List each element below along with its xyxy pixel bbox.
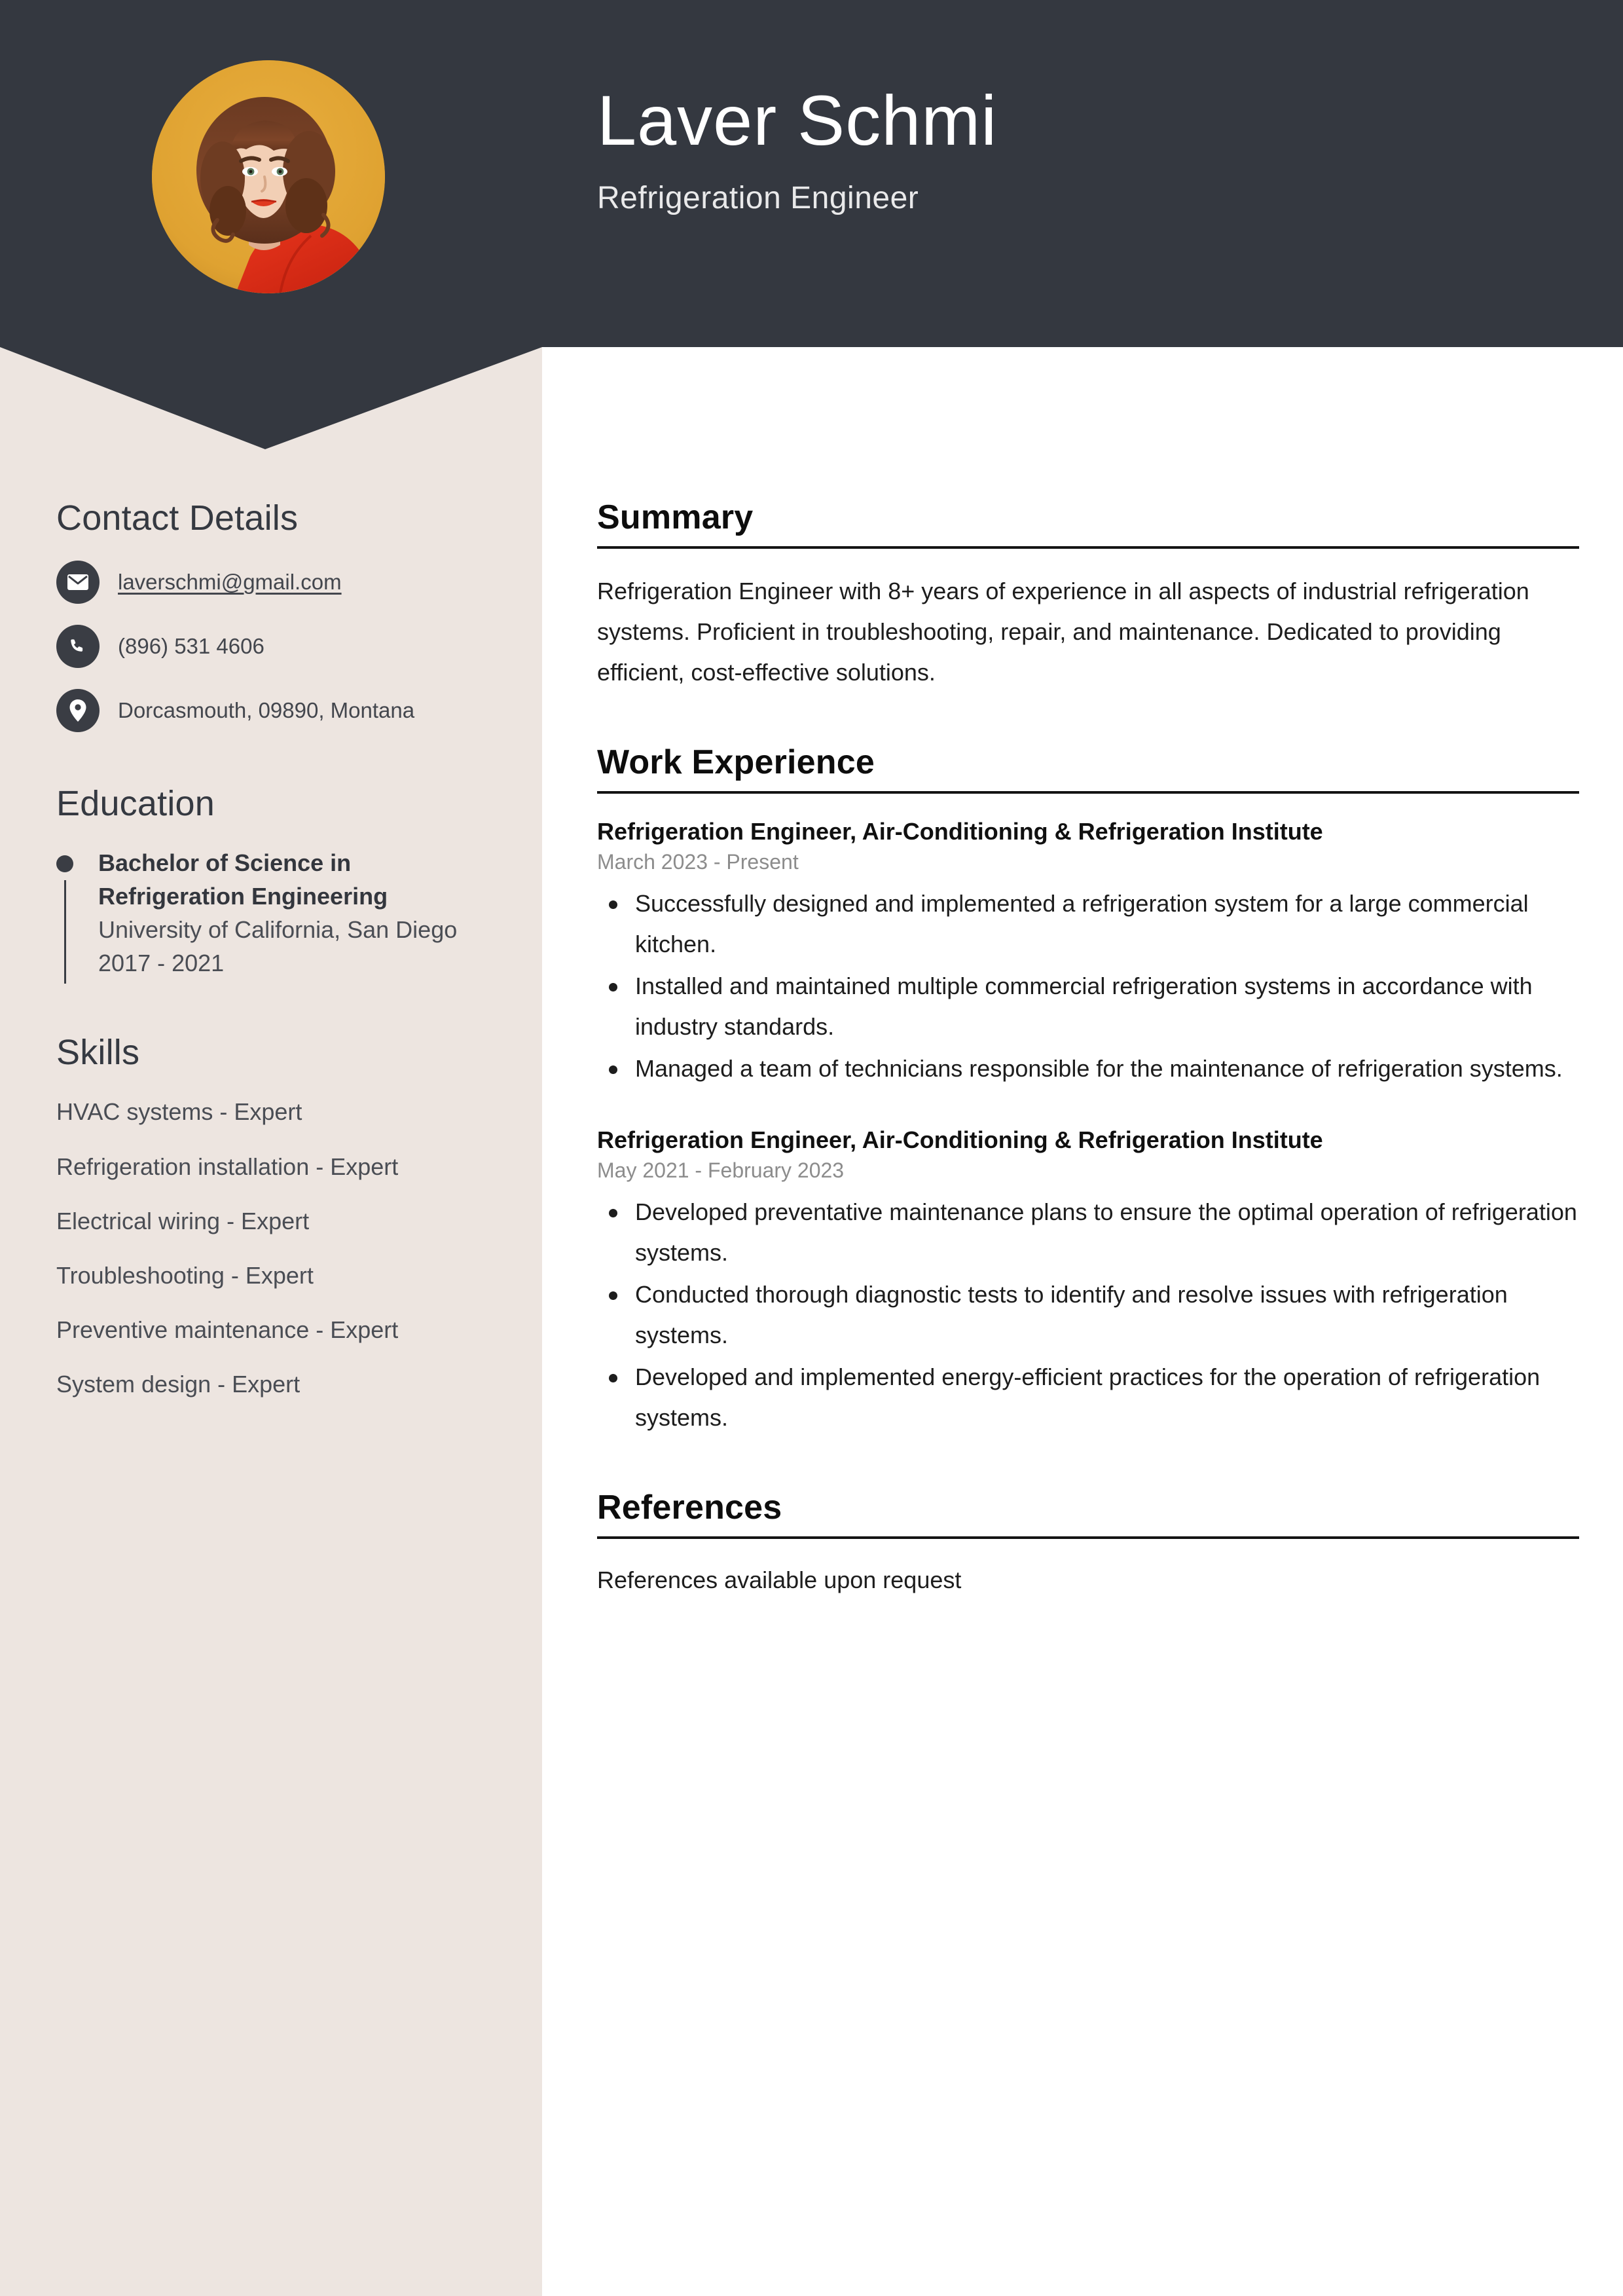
envelope-icon [56,561,100,604]
education-section [56,783,501,986]
skills-heading: Skills [56,1033,140,1073]
portrait-photo-icon [152,60,385,293]
contact-location-value: Dorcasmouth, 09890, Montana [118,698,415,723]
phone-icon [56,625,100,668]
contact-item-phone[interactable] [56,625,501,668]
contact-item-location [56,689,501,732]
job-bullet: Managed a team of technicians responsible for the maintenance of refrigeration systems. [597,1048,1579,1089]
summary-text: Refrigeration Engineer with 8+ years of experience in all aspects of industrial refrigeration systems. Proficient in troubleshooting, repair, and maintenance. Dedicated to providing efficient, cost-effective solutions. [597,578,1529,686]
references-heading: References [597,1488,1579,1539]
job-title-company: Refrigeration Engineer, Air-Conditioning & Refrigeration Institute [597,817,1323,845]
contact-list [56,561,501,732]
skill-item: System design - Expert [56,1370,301,1398]
job-bullet: Conducted thorough diagnostic tests to identify and resolve issues with refrigeration systems. [597,1274,1579,1356]
header-identity [597,79,1579,216]
education-item [56,846,501,986]
contact-phone-value[interactable]: (896) 531 4606 [118,634,264,659]
contact-item-email[interactable] [56,561,501,604]
contact-details-heading: Contact Details [56,498,299,538]
job-bullet: Developed preventative maintenance plans to ensure the optimal operation of refrigeration systems. [597,1192,1579,1273]
references-section [597,1488,1579,1599]
skill-item: Electrical wiring - Expert [56,1207,310,1234]
job-bullet: Developed and implemented energy-efficient practices for the operation of refrigeration systems. [597,1357,1579,1438]
work-experience-heading: Work Experience [597,743,1579,794]
page-title: Laver Schmi [597,81,998,160]
main-column [597,498,1579,1648]
education-degree: Bachelor of Science in Refrigeration Engineering [98,849,388,910]
job-dates: May 2021 - February 2023 [597,1158,845,1183]
education-dates: 2017 - 2021 [98,950,225,977]
timeline-line [64,880,66,984]
location-pin-icon [56,689,100,732]
contact-email-value[interactable]: laverschmi@gmail.com [118,570,342,595]
job-bullet-list [597,883,1579,1089]
job-bullet: Installed and maintained multiple commercial refrigeration systems in accordance with industry standards. [597,966,1579,1047]
job-entry [597,1124,1579,1438]
skill-item: Preventive maintenance - Expert [56,1316,399,1343]
job-dates: March 2023 - Present [597,850,799,874]
job-entry [597,816,1579,1089]
job-bullet: Successfully designed and implemented a refrigeration system for a large commercial kitchen. [597,883,1579,965]
skill-item: HVAC systems - Expert [56,1098,302,1126]
summary-heading: Summary [597,498,1579,549]
avatar [152,60,385,293]
work-experience-section [597,743,1579,1438]
timeline-dot-icon [56,855,73,872]
skill-item: Troubleshooting - Expert [56,1261,314,1289]
job-bullet-list [597,1192,1579,1437]
job-title-company: Refrigeration Engineer, Air-Conditioning & Refrigeration Institute [597,1126,1323,1153]
sidebar [56,498,501,1422]
education-heading: Education [56,784,215,823]
education-school: University of California, San Diego [98,916,458,944]
skills-section [56,1032,501,1401]
summary-section [597,498,1579,693]
references-text: References available upon request [597,1566,962,1593]
header-job-title: Refrigeration Engineer [597,181,919,216]
skill-item: Refrigeration installation - Expert [56,1153,399,1180]
